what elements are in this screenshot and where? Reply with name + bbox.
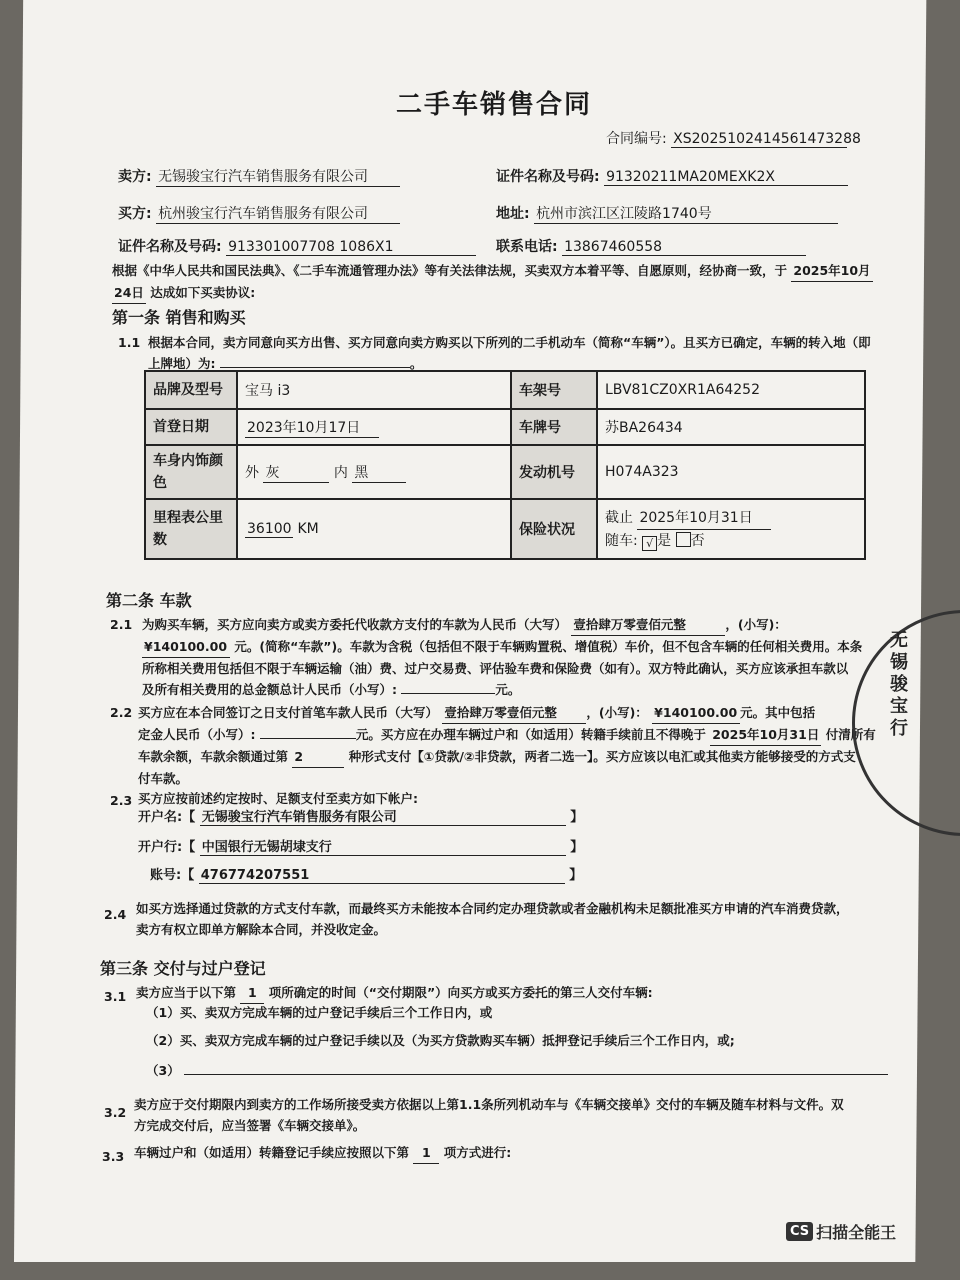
vehicle-table (144, 370, 866, 560)
clause-2-1-text-d: 所称相关费用包括但不限于车辆运输（油）费、过户交易费、评估验车费和保险费（如有）。双方特此确认，买方应该承担车款以 (142, 661, 849, 676)
clause-3-2 (134, 1094, 844, 1136)
brand-label: 品牌及型号 (145, 371, 237, 409)
plate-value: 苏BA26434 (597, 409, 865, 445)
insurance-cell (597, 499, 865, 559)
preamble-date-1: 2025年10月 (791, 260, 872, 282)
color-label: 车身内饰颜色 (145, 445, 237, 499)
vehicle-row-brand (145, 371, 865, 409)
mileage-label: 里程表公里数 (145, 499, 237, 559)
buyer-phone-value: 13867460558 (562, 239, 806, 256)
preamble-text-2: 达成如下买卖协议: (150, 285, 256, 300)
clause-2-2-text-c: 元。其中包括 (740, 705, 816, 720)
checkbox-no (676, 532, 691, 547)
insurance-no-label: 否 (690, 532, 705, 549)
clause-2-1 (142, 614, 862, 700)
exterior-color: 灰 (263, 462, 329, 483)
clause-2-2-text-b: ，(小写)： (586, 705, 648, 720)
insurance-until-date: 2025年10月31日 (637, 507, 771, 530)
bank-name: 中国银行无锡胡埭支行 (200, 836, 566, 856)
insurance-yes-label: 是 (657, 532, 672, 549)
clause-1-1 (148, 332, 871, 374)
seller-id-row (496, 166, 848, 186)
clause-3-1-option-2: （2）买、卖双方完成车辆的过户登记手续以及（为买方贷款购买车辆）抵押登记手续后三个工作日内，或; (146, 1033, 735, 1048)
clause-1-1-end: 。 (409, 356, 423, 371)
insurance-with-car-label: 随车: (605, 532, 638, 549)
clause-2-2-number: 2.2 (110, 705, 133, 720)
clause-3-1-text: 卖方应当于以下第 (136, 985, 237, 1000)
article-3-heading: 第三条 交付与过户登记 (100, 959, 266, 978)
seller-row (118, 166, 400, 187)
account-number: 476774207551 (199, 868, 565, 884)
checkbox-yes: √ (642, 536, 657, 551)
delivery-option: 1 (240, 982, 264, 1004)
engine-value: H074A323 (597, 445, 865, 499)
buyer-phone-label: 联系电话: (496, 239, 558, 255)
article-1-heading: 第一条 销售和购买 (112, 308, 246, 327)
insurance-label: 保险状况 (511, 499, 597, 559)
exterior-label: 外 (245, 464, 259, 481)
price-upper: 壹拾肆万零壹佰元整 (571, 614, 725, 636)
clause-2-4-text: 如买方选择通过贷款的方式支付车款，而最终买方未能按本合同约定办理贷款或者金融机构未足额批准买方申请的汽车消费贷款， (136, 901, 849, 916)
mileage-cell (237, 499, 511, 559)
clause-2-4-text-b: 卖方有权立即单方解除本合同，并没收定金。 (136, 922, 387, 937)
clause-2-2-text-i: 付车款。 (138, 771, 189, 786)
clause-2-2-text-f: 付清所有 (825, 727, 876, 742)
option-3-label: （3） (146, 1063, 180, 1078)
reg-date-cell (237, 409, 511, 445)
clause-2-1-text: 为购买车辆，买方应向卖方或卖方委托代收款方支付的车款为人民币（大写） (142, 617, 568, 632)
camscanner-text: 扫描全能王 (816, 1223, 897, 1242)
bracket: 】 (570, 810, 584, 825)
vin-label: 车架号 (511, 371, 597, 409)
account-name: 无锡骏宝行汽车销售服务有限公司 (200, 806, 566, 826)
balance-due-date: 2025年10月31日 (710, 724, 821, 746)
contract-number (606, 128, 861, 148)
vehicle-row-mileage (145, 499, 865, 559)
clause-2-1-text-e: 及所有相关费用的总金额总计人民币（小写）: (142, 682, 397, 697)
clause-2-2-text-h: 种形式支付【①贷款/②非贷款，两者二选一】。买方应该以电汇或其他卖方能够接受的方式支 (348, 749, 856, 764)
vehicle-row-color (145, 445, 865, 499)
clause-2-1-text-c: 元。(简称“车款”)。车款为含税（包括但不限于车辆购置税、增值税）车价，但不包含车辆的任何相关费用。本条 (234, 639, 863, 654)
buyer-phone-row (496, 236, 806, 256)
company-seal-text: 无锡骏宝行 (887, 630, 908, 740)
clause-1-1-text: 根据本合同，卖方同意向买方出售、买方同意向卖方购买以下所列的二手机动车（简称“车辆”）。且买方已确定，车辆的转入地（即 (148, 335, 871, 350)
bracket: 】 (569, 868, 583, 883)
clause-2-1-text-f: 元。 (495, 682, 521, 697)
seller-id-value: 91320211MA20MEXK2X (604, 169, 848, 186)
buyer-address-label: 地址: (496, 206, 530, 222)
transfer-option: 1 (413, 1142, 439, 1164)
interior-label: 内 (333, 464, 348, 481)
clause-3-3-text: 车辆过户和（如适用）转籍登记手续应按照以下第 (134, 1145, 410, 1160)
price-lower: ¥140100.00 (142, 636, 230, 658)
clause-3-3 (134, 1142, 511, 1164)
bank-label: 开户行:【 (138, 840, 196, 855)
scanner-watermark (786, 1220, 896, 1243)
seller-name: 无锡骏宝行汽车销售服务有限公司 (156, 166, 400, 187)
reg-date-value: 2023年10月17日 (245, 417, 379, 438)
account-name-row (138, 806, 583, 826)
camscanner-logo-icon: CS (786, 1222, 813, 1241)
registration-place-blank (220, 353, 410, 368)
payment-method: 2 (292, 746, 344, 768)
preamble-date-2: 24日 (112, 282, 146, 304)
buyer-id-label: 证件名称及号码: (118, 239, 222, 255)
clause-2-3-number: 2.3 (110, 793, 133, 808)
mileage-value: 36100 (247, 520, 292, 537)
clause-2-2-text-g: 车款余额，车款余额通过第 (138, 749, 289, 764)
clause-3-3-number: 3.3 (102, 1149, 125, 1164)
vin-value: LBV81CZ0XR1A64252 (597, 371, 865, 409)
account-number-label: 账号:【 (150, 868, 195, 883)
buyer-label: 买方: (118, 206, 152, 222)
clause-2-2 (138, 702, 876, 789)
buyer-address-row (496, 203, 838, 224)
buyer-id-row (118, 236, 476, 256)
clause-3-3-text-b: 项方式进行: (443, 1145, 512, 1160)
option-3-blank (184, 1060, 888, 1075)
mileage-unit: KM (297, 520, 319, 537)
clause-2-4 (136, 898, 849, 940)
contract-number-value: XS2025102414561473288 (673, 131, 861, 147)
insurance-until-label: 截止 (605, 509, 633, 526)
clause-3-2-text: 卖方应于交付期限内到卖方的工作场所接受卖方依据以上第1.1条所列机动车与《车辆交接单》交付的车辆及随车材料与文件。双 (134, 1097, 844, 1112)
first-payment-upper: 壹拾肆万零壹佰元整 (442, 702, 586, 724)
engine-label: 发动机号 (511, 445, 597, 499)
vehicle-row-reg (145, 409, 865, 445)
contract-number-label: 合同编号: (606, 131, 667, 147)
buyer-id-value: 913301007708 1086X1 (226, 239, 476, 256)
bank-row (138, 836, 583, 856)
page-title: 二手车销售合同 (396, 90, 593, 120)
color-cell (237, 445, 511, 499)
seller-id-label: 证件名称及号码: (496, 169, 600, 185)
first-payment-lower: ¥140100.00 (652, 702, 740, 724)
interior-color: 黑 (352, 462, 406, 483)
clause-2-1-number: 2.1 (110, 617, 133, 632)
bracket: 】 (570, 840, 584, 855)
clause-3-2-text-b: 方完成交付后，应当签署《车辆交接单》。 (134, 1118, 366, 1133)
article-2-heading: 第二条 车款 (106, 591, 192, 610)
plate-label: 车牌号 (511, 409, 597, 445)
buyer-address-value: 杭州市滨江区江陵路1740号 (534, 203, 838, 224)
brand-value: 宝马 i3 (237, 371, 511, 409)
account-name-label: 开户名:【 (138, 810, 196, 825)
total-amount-blank (401, 679, 495, 694)
clause-2-1-text-b: ，(小写)： (725, 617, 787, 632)
clause-3-2-number: 3.2 (104, 1105, 127, 1120)
clause-3-1 (136, 982, 653, 1004)
seller-label: 卖方: (118, 169, 152, 185)
clause-3-1-option-1: （1）买、卖双方完成车辆的过户登记手续后三个工作日内，或 (146, 1005, 493, 1020)
buyer-name: 杭州骏宝行汽车销售服务有限公司 (156, 203, 400, 224)
clause-3-1-option-3 (146, 1060, 888, 1081)
clause-1-1-text-2: 上牌地）为: (148, 356, 216, 371)
clause-2-2-text: 买方应在本合同签订之日支付首笔车款人民币（大写） (138, 705, 439, 720)
preamble (112, 260, 873, 304)
clause-3-1-number: 3.1 (104, 989, 127, 1004)
clause-2-2-text-e: 元。买方应在办理车辆过户和（如适用）转籍手续前且不得晚于 (355, 727, 706, 742)
clause-1-1-number: 1.1 (118, 335, 141, 350)
clause-2-3-text: 买方应按前述约定按时、足额支付至卖方如下帐户: (138, 791, 418, 806)
clause-2-2-text-d: 定金人民币（小写）: (138, 727, 256, 742)
deposit-blank (260, 724, 356, 739)
clause-3-1-text-b: 项所确定的时间（“交付期限”）向买方或买方委托的第三人交付车辆: (268, 985, 653, 1000)
account-number-row (150, 864, 582, 884)
reg-date-label: 首登日期 (145, 409, 237, 445)
preamble-text: 根据《中华人民共和国民法典》、《二手车流通管理办法》等有关法律法规，买卖双方本着平等、自愿原则，经协商一致，于 (112, 263, 788, 278)
clause-2-4-number: 2.4 (104, 907, 127, 922)
buyer-row (118, 203, 400, 224)
